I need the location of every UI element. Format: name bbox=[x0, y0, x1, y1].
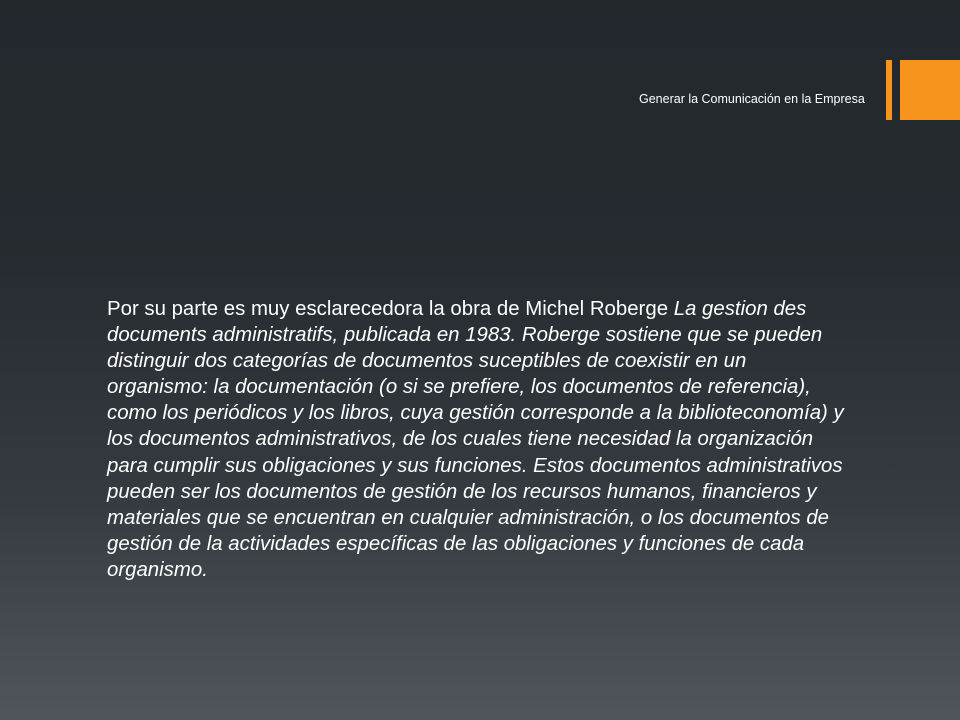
accent-bar-block bbox=[900, 60, 960, 120]
body-text-italic: La gestion des documents administratifs, publicada en 1983. Roberge sostiene que se pueden distinguir dos categorías de documentos suceptibles de coexistir en un organismo: la documentación (o si se prefiere, los documentos de referencia), como los periódicos y los libros, cuya gestión corresponde a la biblioteconomía) y los documentos administrativos, de los cuales tiene necesidad la organización para cumplir sus obligaciones y sus funciones. Estos documentos administrativos pueden ser los documentos de gestión de los recursos humanos, financieros y materiales que se encuentran en cualquier administración, o los documentos de gestión de la actividades específicas de las obligaciones y funciones de cada organismo. bbox=[107, 298, 844, 581]
body-text-intro: Por su parte es muy esclarecedora la obra de Michel Roberge bbox=[107, 298, 674, 320]
slide-body-text bbox=[107, 296, 849, 583]
slide-header-title: Generar la Comunicación en la Empresa bbox=[639, 92, 865, 106]
accent-bar-thin bbox=[886, 60, 892, 120]
